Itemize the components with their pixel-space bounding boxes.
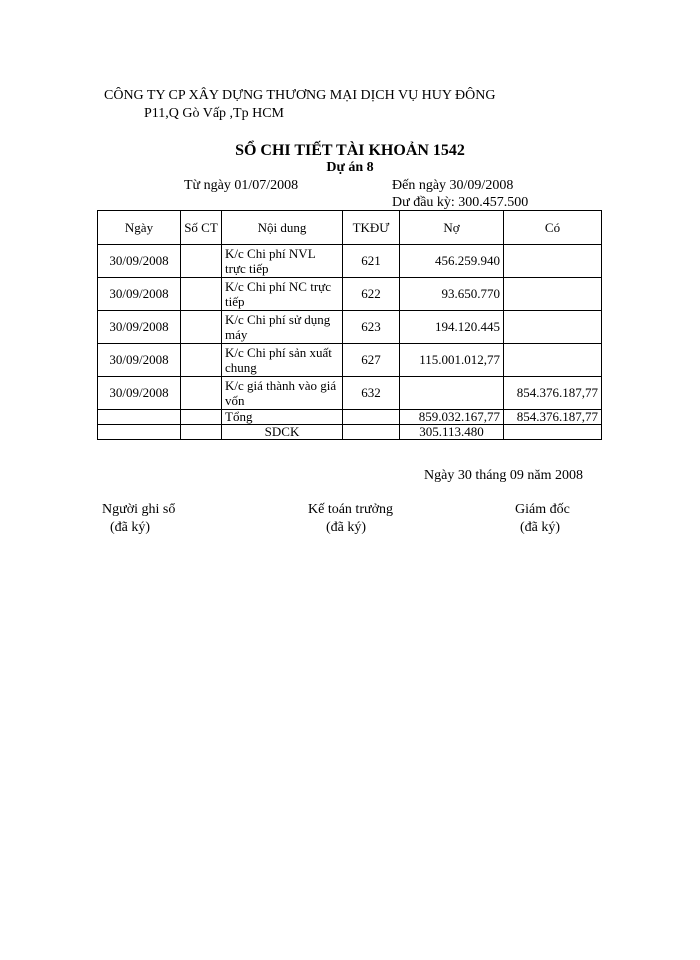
total-credit: 854.376.187,77 xyxy=(504,410,602,425)
signature-director-title: Giám đốc xyxy=(515,502,570,517)
cell-credit xyxy=(504,311,602,344)
cell-debit: 93.650.770 xyxy=(400,278,504,311)
cell-doc-no xyxy=(181,245,222,278)
total-debit: 859.032.167,77 xyxy=(400,410,504,425)
header-date: Ngày xyxy=(98,211,181,245)
company-address: P11,Q Gò Vấp ,Tp HCM xyxy=(144,106,285,121)
table-row xyxy=(98,278,602,311)
closing-doc-cell xyxy=(181,425,222,440)
table-row xyxy=(98,245,602,278)
cell-date: 30/09/2008 xyxy=(98,245,181,278)
signature-director-note: (đã ký) xyxy=(520,520,561,535)
closing-account-cell xyxy=(343,425,400,440)
cell-debit: 194.120.445 xyxy=(400,311,504,344)
closing-label: SDCK xyxy=(222,425,343,440)
cell-date: 30/09/2008 xyxy=(98,278,181,311)
cell-description: K/c Chi phí sản xuất chung xyxy=(222,344,343,377)
cell-debit xyxy=(400,377,504,410)
closing-row xyxy=(98,425,602,440)
table-row xyxy=(98,344,602,377)
cell-account: 623 xyxy=(343,311,400,344)
cell-account: 621 xyxy=(343,245,400,278)
cell-description: K/c Chi phí NC trực tiếp xyxy=(222,278,343,311)
header-description: Nội dung xyxy=(222,211,343,245)
signature-recorder-note: (đã ký) xyxy=(110,520,151,535)
table-row xyxy=(98,377,602,410)
closing-credit-cell xyxy=(504,425,602,440)
total-row xyxy=(98,410,602,425)
closing-debit: 305.113.480 xyxy=(400,425,504,440)
signature-recorder-title: Người ghi sổ xyxy=(102,502,176,517)
header-doc-no: Số CT xyxy=(181,211,222,245)
cell-date: 30/09/2008 xyxy=(98,311,181,344)
cell-credit xyxy=(504,245,602,278)
cell-description: K/c giá thành vào giá vốn xyxy=(222,377,343,410)
cell-account: 622 xyxy=(343,278,400,311)
period-from: Từ ngày 01/07/2008 xyxy=(184,178,299,193)
ledger-table xyxy=(97,210,602,440)
signature-accountant-title: Kế toán trưởng xyxy=(308,502,393,517)
cell-credit: 854.376.187,77 xyxy=(504,377,602,410)
signing-date: Ngày 30 tháng 09 năm 2008 xyxy=(424,468,584,483)
table-header-row xyxy=(98,211,602,245)
document-subtitle: Dự án 8 xyxy=(326,160,374,175)
total-date-cell xyxy=(98,410,181,425)
total-account-cell xyxy=(343,410,400,425)
cell-description: K/c Chi phí sử dụng máy xyxy=(222,311,343,344)
company-name: CÔNG TY CP XÂY DỰNG THƯƠNG MẠI DỊCH VỤ HUY ĐÔNG xyxy=(104,88,496,103)
cell-credit xyxy=(504,278,602,311)
cell-doc-no xyxy=(181,377,222,410)
header-account: TKĐƯ xyxy=(343,211,400,245)
cell-account: 627 xyxy=(343,344,400,377)
closing-date-cell xyxy=(98,425,181,440)
opening-balance: Dư đầu kỳ: 300.457.500 xyxy=(392,195,529,210)
cell-doc-no xyxy=(181,278,222,311)
cell-date: 30/09/2008 xyxy=(98,377,181,410)
signature-accountant-note: (đã ký) xyxy=(326,520,367,535)
cell-date: 30/09/2008 xyxy=(98,344,181,377)
table-row xyxy=(98,311,602,344)
cell-account: 632 xyxy=(343,377,400,410)
total-label: Tổng xyxy=(222,410,343,425)
header-credit: Có xyxy=(504,211,602,245)
cell-doc-no xyxy=(181,344,222,377)
cell-description: K/c Chi phí NVL trực tiếp xyxy=(222,245,343,278)
cell-debit: 456.259.940 xyxy=(400,245,504,278)
cell-credit xyxy=(504,344,602,377)
header-debit: Nợ xyxy=(400,211,504,245)
document-title: SỔ CHI TIẾT TÀI KHOẢN 1542 xyxy=(235,142,465,159)
cell-doc-no xyxy=(181,311,222,344)
period-to: Đến ngày 30/09/2008 xyxy=(392,178,514,193)
cell-debit: 115.001.012,77 xyxy=(400,344,504,377)
total-doc-cell xyxy=(181,410,222,425)
